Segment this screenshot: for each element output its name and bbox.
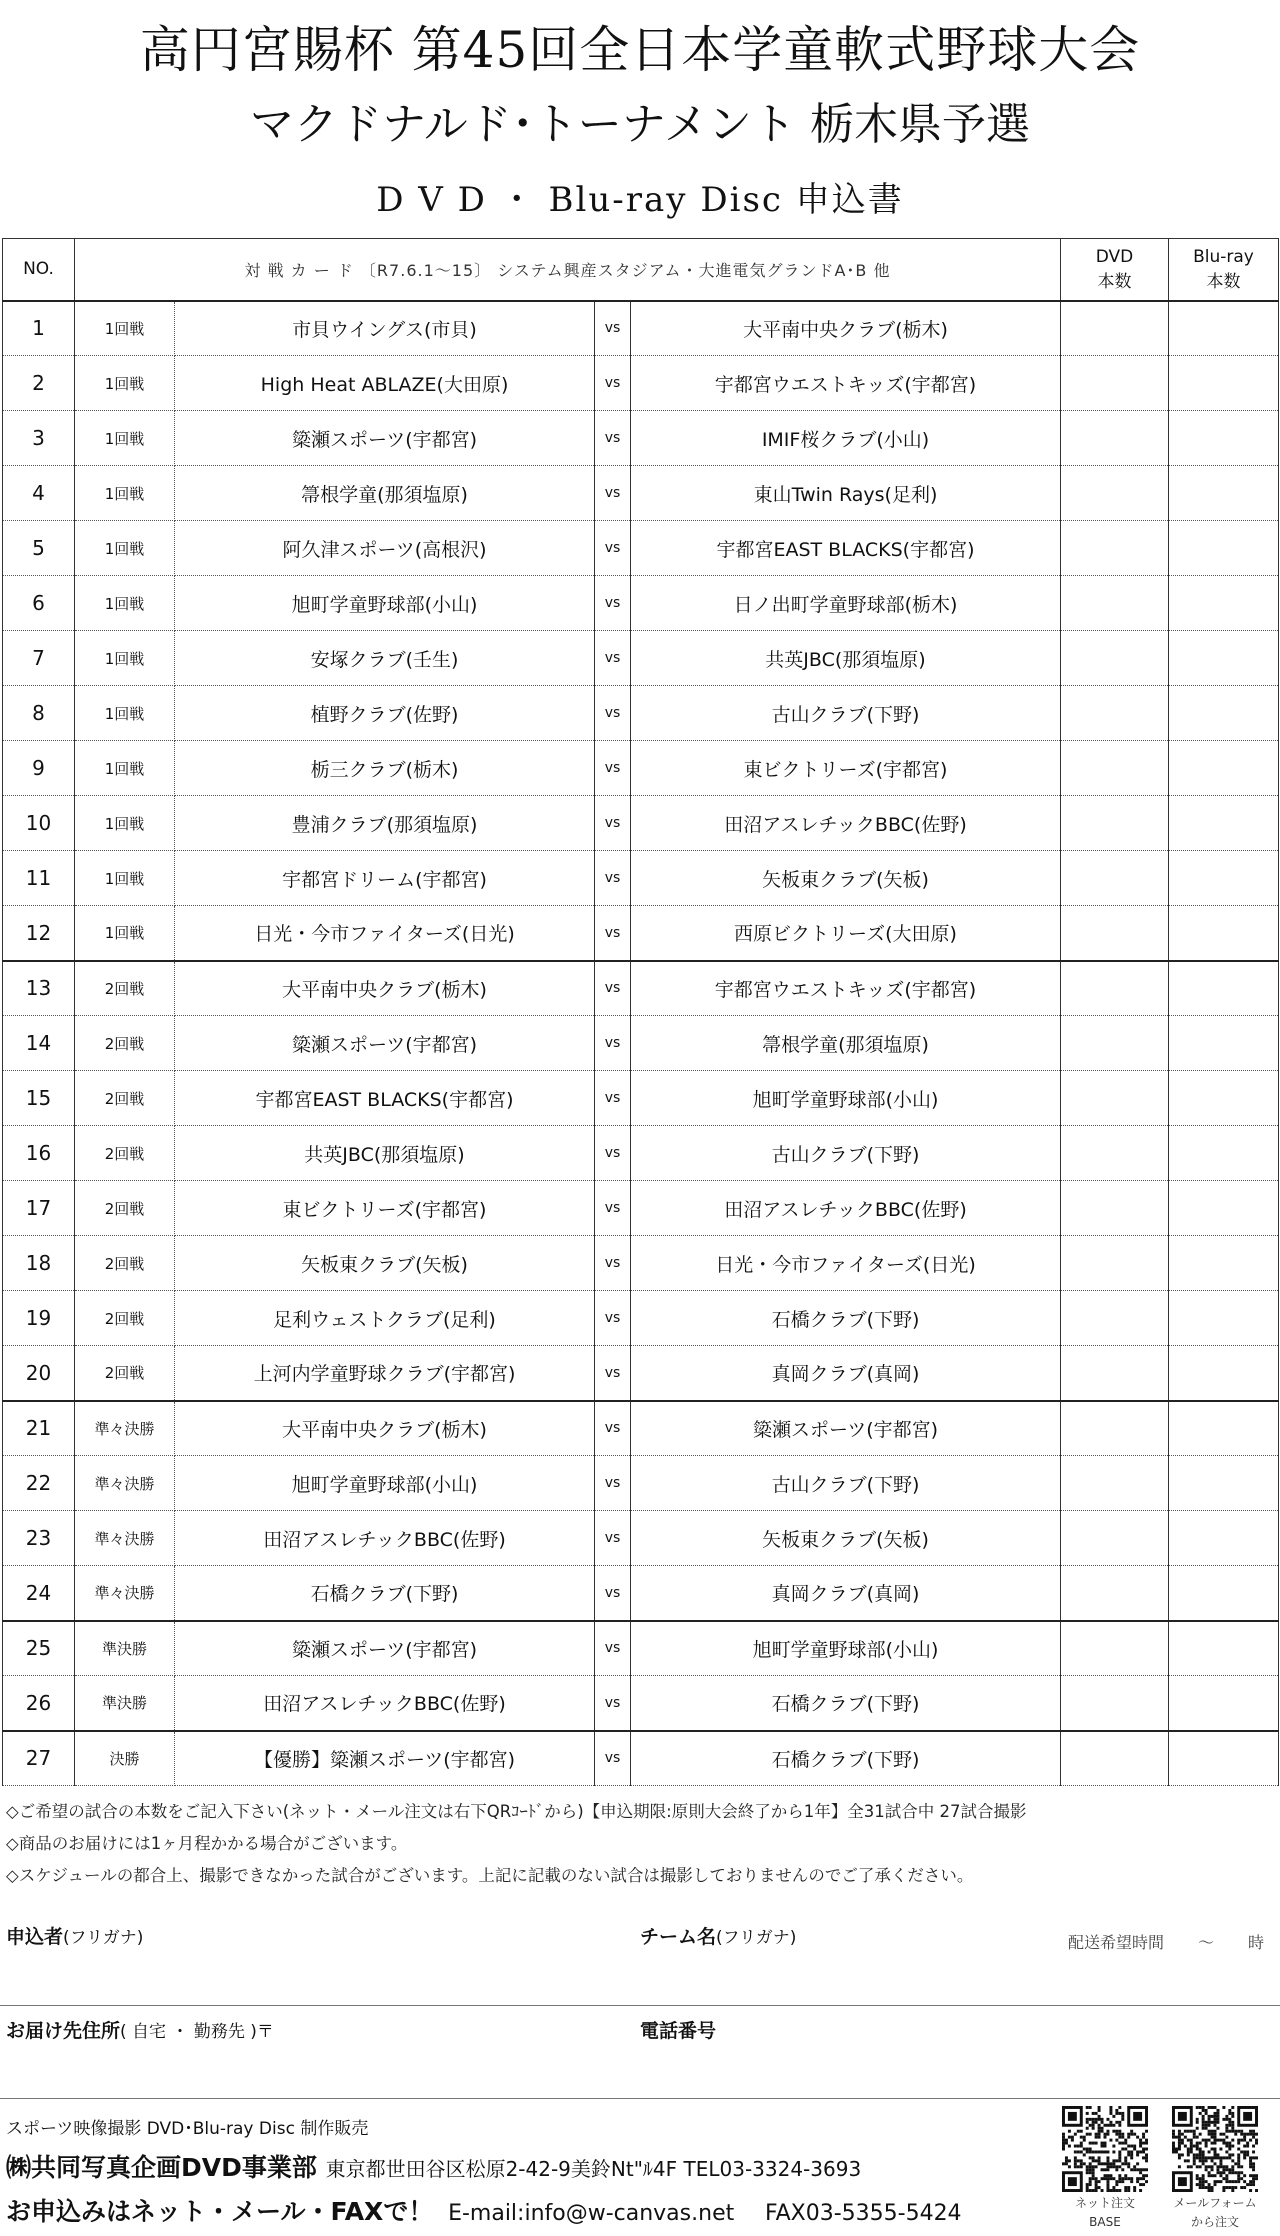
team-a: 大平南中央クラブ(栃木) — [175, 1401, 595, 1456]
page-title: 高円宮賜杯 第45回全日本学童軟式野球大会 — [139, 21, 1141, 79]
bluray-qty-input[interactable] — [1169, 1346, 1279, 1401]
match-no: 11 — [3, 851, 75, 906]
vs-label: vs — [595, 906, 631, 961]
team-b: 箒根学童(那須塩原) — [631, 1016, 1061, 1071]
match-no: 17 — [3, 1181, 75, 1236]
team-a: 市貝ウイングス(市貝) — [175, 301, 595, 356]
table-row — [3, 686, 1279, 741]
applicant-label: 申込者 — [6, 1926, 64, 1948]
team-b: 古山クラブ(下野) — [631, 686, 1061, 741]
dvd-qty-input[interactable] — [1061, 906, 1169, 961]
team-a: 栃三クラブ(栃木) — [175, 741, 595, 796]
team-a: 上河内学童野球クラブ(宇都宮) — [175, 1346, 595, 1401]
dvd-qty-input[interactable] — [1061, 1676, 1169, 1731]
vs-label: vs — [595, 686, 631, 741]
order-label: お申込みはネット・メール・FAXで！ — [6, 2197, 434, 2226]
bluray-qty-input[interactable] — [1169, 521, 1279, 576]
match-round: 決勝 — [75, 1731, 175, 1786]
team-b: 東山Twin Rays(足利) — [631, 466, 1061, 521]
delivery-time-sep: ～ — [1198, 1933, 1215, 1952]
delivery-time-label: 配送希望時間 — [1068, 1933, 1165, 1952]
vs-label: vs — [595, 1181, 631, 1236]
team-a: 石橋クラブ(下野) — [175, 1566, 595, 1621]
match-no: 1 — [3, 301, 75, 356]
note-1: ◇ご希望の試合の本数をご記入下さい(ネット・メール注文は右下QRｺｰﾄﾞから)【申込期限:原則大会終了から1年】全31試合中 27試合撮影 — [6, 1802, 1027, 1821]
dvd-qty-input[interactable] — [1061, 466, 1169, 521]
bluray-qty-input[interactable] — [1169, 1566, 1279, 1621]
match-round: 2回戦 — [75, 961, 175, 1016]
table-row — [3, 521, 1279, 576]
vs-label: vs — [595, 1401, 631, 1456]
table-row — [3, 1676, 1279, 1731]
vs-label: vs — [595, 851, 631, 906]
bluray-qty-input[interactable] — [1169, 906, 1279, 961]
match-no: 15 — [3, 1071, 75, 1126]
table-row — [3, 411, 1279, 466]
team-a: 田沼アスレチックBBC(佐野) — [175, 1676, 595, 1731]
page-subtitle: マクドナルド･トーナメント 栃木県予選 — [249, 99, 1031, 150]
vs-label: vs — [595, 411, 631, 466]
team-b: 古山クラブ(下野) — [631, 1126, 1061, 1181]
table-row — [3, 1401, 1279, 1456]
bluray-qty-input[interactable] — [1169, 301, 1279, 356]
match-no: 7 — [3, 631, 75, 686]
match-no: 19 — [3, 1291, 75, 1346]
address-field[interactable] — [6, 2016, 274, 2043]
phone-label: 電話番号 — [640, 2020, 717, 2042]
qr1-label — [1055, 2194, 1155, 2232]
table-row — [3, 631, 1279, 686]
vs-label: vs — [595, 1236, 631, 1291]
match-no: 8 — [3, 686, 75, 741]
table-row — [3, 1236, 1279, 1291]
team-name-field[interactable] — [640, 1922, 796, 1949]
bluray-qty-input[interactable] — [1169, 851, 1279, 906]
email-link[interactable]: E-mail:info@w-canvas.net — [448, 2201, 735, 2226]
table-row — [3, 1181, 1279, 1236]
bluray-qty-input[interactable] — [1169, 1621, 1279, 1676]
team-b: 真岡クラブ(真岡) — [631, 1566, 1061, 1621]
bluray-qty-input[interactable] — [1169, 1511, 1279, 1566]
team-a: 簗瀬スポーツ(宇都宮) — [175, 1016, 595, 1071]
vs-label: vs — [595, 1676, 631, 1731]
bluray-qty-input[interactable] — [1169, 796, 1279, 851]
match-round: 2回戦 — [75, 1181, 175, 1236]
vs-label: vs — [595, 356, 631, 411]
dvd-qty-input[interactable] — [1061, 356, 1169, 411]
team-b: 西原ビクトリーズ(大田原) — [631, 906, 1061, 961]
match-round: 1回戦 — [75, 796, 175, 851]
table-row — [3, 796, 1279, 851]
team-b: 矢板東クラブ(矢板) — [631, 851, 1061, 906]
dvd-qty-input[interactable] — [1061, 1181, 1169, 1236]
match-round: 1回戦 — [75, 521, 175, 576]
team-b: 真岡クラブ(真岡) — [631, 1346, 1061, 1401]
note-2: ◇商品のお届けには1ヶ月程かかる場合がございます。 — [6, 1834, 408, 1853]
match-no: 12 — [3, 906, 75, 961]
company-name: ㈱共同写真企画DVD事業部 — [6, 2153, 317, 2182]
phone-field[interactable] — [640, 2016, 716, 2043]
match-no: 25 — [3, 1621, 75, 1676]
match-round: 準々決勝 — [75, 1456, 175, 1511]
match-no: 2 — [3, 356, 75, 411]
match-round: 1回戦 — [75, 851, 175, 906]
match-round: 2回戦 — [75, 1016, 175, 1071]
vs-label: vs — [595, 301, 631, 356]
vs-label: vs — [595, 1621, 631, 1676]
match-no: 22 — [3, 1456, 75, 1511]
dvd-qty-input[interactable] — [1061, 1401, 1169, 1456]
match-no: 23 — [3, 1511, 75, 1566]
dvd-qty-input[interactable] — [1061, 576, 1169, 631]
team-a: 豊浦クラブ(那須塩原) — [175, 796, 595, 851]
dvd-qty-input[interactable] — [1061, 961, 1169, 1016]
team-a: High Heat ABLAZE(大田原) — [175, 356, 595, 411]
match-round: 準決勝 — [75, 1676, 175, 1731]
vs-label: vs — [595, 521, 631, 576]
team-b: 石橋クラブ(下野) — [631, 1291, 1061, 1346]
header-match-card: 対 戦 カ ー ド 〔R7.6.1～15〕 システム興産スタジアム・大進電気グランドA･B 他 — [75, 239, 1061, 301]
team-b: 旭町学童野球部(小山) — [631, 1621, 1061, 1676]
bluray-qty-input[interactable] — [1169, 1401, 1279, 1456]
bluray-qty-input[interactable] — [1169, 466, 1279, 521]
match-no: 16 — [3, 1126, 75, 1181]
table-row — [3, 1291, 1279, 1346]
footer-tagline: スポーツ映像撮影 DVD･Blu-ray Disc 制作販売 — [6, 2119, 369, 2139]
match-round: 1回戦 — [75, 411, 175, 466]
header-dvd-line2: 本数 — [1097, 271, 1132, 292]
match-no: 10 — [3, 796, 75, 851]
bluray-qty-input[interactable] — [1169, 1236, 1279, 1291]
match-no: 24 — [3, 1566, 75, 1621]
table-row — [3, 1126, 1279, 1181]
header-bluray — [1169, 239, 1279, 301]
match-rows — [3, 301, 1279, 1786]
qr2-label — [1165, 2194, 1265, 2232]
team-a: 共英JBC(那須塩原) — [175, 1126, 595, 1181]
match-round: 2回戦 — [75, 1071, 175, 1126]
delivery-time-unit: 時 — [1248, 1933, 1265, 1952]
table-row — [3, 576, 1279, 631]
match-round: 1回戦 — [75, 741, 175, 796]
bluray-qty-input[interactable] — [1169, 1731, 1279, 1786]
team-a: 旭町学童野球部(小山) — [175, 576, 595, 631]
team-a: 矢板東クラブ(矢板) — [175, 1236, 595, 1291]
dvd-qty-input[interactable] — [1061, 1291, 1169, 1346]
team-a: 旭町学童野球部(小山) — [175, 1456, 595, 1511]
header-no: NO. — [3, 239, 75, 301]
bluray-qty-input[interactable] — [1169, 356, 1279, 411]
match-no: 18 — [3, 1236, 75, 1291]
match-no: 5 — [3, 521, 75, 576]
bluray-qty-input[interactable] — [1169, 1676, 1279, 1731]
match-round: 準々決勝 — [75, 1511, 175, 1566]
match-no: 3 — [3, 411, 75, 466]
header-bluray-line2: 本数 — [1206, 271, 1241, 292]
header-dvd-line1: DVD — [1095, 246, 1134, 267]
team-b: 田沼アスレチックBBC(佐野) — [631, 1181, 1061, 1236]
match-round: 2回戦 — [75, 1236, 175, 1291]
dvd-qty-input[interactable] — [1061, 1456, 1169, 1511]
match-round: 準々決勝 — [75, 1566, 175, 1621]
team-b: 共英JBC(那須塩原) — [631, 631, 1061, 686]
table-row — [3, 741, 1279, 796]
match-round: 準決勝 — [75, 1621, 175, 1676]
note-3: ◇スケジュールの都合上、撮影できなかった試合がございます。上記に記載のない試合は撮影しておりませんのでご了承ください。 — [6, 1866, 974, 1885]
team-a: 日光・今市ファイターズ(日光) — [175, 906, 595, 961]
match-round: 2回戦 — [75, 1126, 175, 1181]
match-round: 1回戦 — [75, 906, 175, 961]
table-row — [3, 301, 1279, 356]
team-a: 安塚クラブ(壬生) — [175, 631, 595, 686]
fax-number: FAX03-5355-5424 — [764, 2201, 962, 2226]
footer-company — [6, 2148, 861, 2184]
team-a: 田沼アスレチックBBC(佐野) — [175, 1511, 595, 1566]
vs-label: vs — [595, 1346, 631, 1401]
team-sub: (フリガナ) — [716, 1928, 797, 1948]
match-no: 9 — [3, 741, 75, 796]
table-row — [3, 1566, 1279, 1621]
team-b: 宇都宮EAST BLACKS(宇都宮) — [631, 521, 1061, 576]
divider — [0, 2098, 1280, 2099]
match-no: 6 — [3, 576, 75, 631]
divider — [0, 2005, 1280, 2006]
qr2-label-line2: から注文 — [1190, 2215, 1239, 2229]
vs-label: vs — [595, 1291, 631, 1346]
team-b: 宇都宮ウエストキッズ(宇都宮) — [631, 961, 1061, 1016]
vs-label: vs — [595, 741, 631, 796]
address-sub: ( 自宅 ・ 勤務先 )〒 — [120, 2022, 274, 2042]
notes — [6, 1796, 1278, 1892]
match-round: 1回戦 — [75, 686, 175, 741]
team-a: 【優勝】簗瀬スポーツ(宇都宮) — [175, 1731, 595, 1786]
match-round: 1回戦 — [75, 301, 175, 356]
bluray-qty-input[interactable] — [1169, 1126, 1279, 1181]
dvd-qty-input[interactable] — [1061, 1511, 1169, 1566]
team-b: 旭町学童野球部(小山) — [631, 1071, 1061, 1126]
qr1-label-line1: ネット注文 — [1074, 2196, 1135, 2210]
form-title: D V D ・ Blu-ray Disc 申込書 — [376, 180, 904, 220]
applicant-field[interactable] — [6, 1922, 143, 1949]
team-label: チーム名 — [640, 1926, 717, 1948]
table-row — [3, 1346, 1279, 1401]
vs-label: vs — [595, 1126, 631, 1181]
dvd-qty-input[interactable] — [1061, 1071, 1169, 1126]
applicant-sub: (フリガナ) — [63, 1928, 144, 1948]
match-no: 13 — [3, 961, 75, 1016]
team-a: 簗瀬スポーツ(宇都宮) — [175, 1621, 595, 1676]
header-dvd — [1061, 239, 1169, 301]
bluray-qty-input[interactable] — [1169, 631, 1279, 686]
match-no: 20 — [3, 1346, 75, 1401]
bluray-qty-input[interactable] — [1169, 686, 1279, 741]
team-b: 古山クラブ(下野) — [631, 1456, 1061, 1511]
team-a: 足利ウェストクラブ(足利) — [175, 1291, 595, 1346]
table-row — [3, 906, 1279, 961]
bluray-qty-input[interactable] — [1169, 741, 1279, 796]
dvd-qty-input[interactable] — [1061, 1236, 1169, 1291]
vs-label: vs — [595, 796, 631, 851]
team-a: 宇都宮ドリーム(宇都宮) — [175, 851, 595, 906]
match-no: 26 — [3, 1676, 75, 1731]
team-b: IMIF桜クラブ(小山) — [631, 411, 1061, 466]
qr-code-icon[interactable] — [1172, 2106, 1258, 2192]
vs-label: vs — [595, 961, 631, 1016]
table-row — [3, 1511, 1279, 1566]
dvd-qty-input[interactable] — [1061, 1126, 1169, 1181]
vs-label: vs — [595, 1071, 631, 1126]
team-b: 簗瀬スポーツ(宇都宮) — [631, 1401, 1061, 1456]
dvd-qty-input[interactable] — [1061, 521, 1169, 576]
vs-label: vs — [595, 1566, 631, 1621]
dvd-qty-input[interactable] — [1061, 796, 1169, 851]
bluray-qty-input[interactable] — [1169, 1181, 1279, 1236]
team-a: 東ビクトリーズ(宇都宮) — [175, 1181, 595, 1236]
bluray-qty-input[interactable] — [1169, 1456, 1279, 1511]
vs-label: vs — [595, 631, 631, 686]
vs-label: vs — [595, 1016, 631, 1071]
dvd-qty-input[interactable] — [1061, 411, 1169, 466]
table-row — [3, 961, 1279, 1016]
table-row — [3, 356, 1279, 411]
bluray-qty-input[interactable] — [1169, 1071, 1279, 1126]
table-header-row — [3, 239, 1279, 301]
match-round: 2回戦 — [75, 1346, 175, 1401]
team-b: 田沼アスレチックBBC(佐野) — [631, 796, 1061, 851]
team-a: 宇都宮EAST BLACKS(宇都宮) — [175, 1071, 595, 1126]
qr1-label-line2: BASE — [1089, 2215, 1121, 2229]
table-row — [3, 466, 1279, 521]
team-a: 箒根学童(那須塩原) — [175, 466, 595, 521]
team-b: 石橋クラブ(下野) — [631, 1731, 1061, 1786]
dvd-qty-input[interactable] — [1061, 301, 1169, 356]
bluray-qty-input[interactable] — [1169, 1291, 1279, 1346]
team-a: 植野クラブ(佐野) — [175, 686, 595, 741]
bluray-qty-input[interactable] — [1169, 961, 1279, 1016]
vs-label: vs — [595, 576, 631, 631]
address-label: お届け先住所 — [6, 2020, 121, 2042]
table-row — [3, 1456, 1279, 1511]
team-a: 阿久津スポーツ(高根沢) — [175, 521, 595, 576]
team-b: 日光・今市ファイターズ(日光) — [631, 1236, 1061, 1291]
team-b: 石橋クラブ(下野) — [631, 1676, 1061, 1731]
vs-label: vs — [595, 1511, 631, 1566]
table-row — [3, 1071, 1279, 1126]
match-round: 準々決勝 — [75, 1401, 175, 1456]
vs-label: vs — [595, 1456, 631, 1511]
match-round: 1回戦 — [75, 631, 175, 686]
qr-code-icon[interactable] — [1062, 2106, 1148, 2192]
match-no: 14 — [3, 1016, 75, 1071]
match-no: 4 — [3, 466, 75, 521]
match-round: 2回戦 — [75, 1291, 175, 1346]
dvd-qty-input[interactable] — [1061, 1566, 1169, 1621]
delivery-time-field[interactable] — [1068, 1930, 1264, 1953]
header-bluray-line1: Blu-ray — [1193, 246, 1254, 267]
table-row — [3, 1016, 1279, 1071]
match-round: 1回戦 — [75, 356, 175, 411]
team-b: 大平南中央クラブ(栃木) — [631, 301, 1061, 356]
bluray-qty-input[interactable] — [1169, 1016, 1279, 1071]
dvd-qty-input[interactable] — [1061, 741, 1169, 796]
team-b: 矢板東クラブ(矢板) — [631, 1511, 1061, 1566]
bluray-qty-input[interactable] — [1169, 411, 1279, 466]
dvd-qty-input[interactable] — [1061, 1016, 1169, 1071]
team-b: 日ノ出町学童野球部(栃木) — [631, 576, 1061, 631]
match-round: 1回戦 — [75, 576, 175, 631]
team-a: 大平南中央クラブ(栃木) — [175, 961, 595, 1016]
dvd-qty-input[interactable] — [1061, 686, 1169, 741]
vs-label: vs — [595, 1731, 631, 1786]
team-b: 東ビクトリーズ(宇都宮) — [631, 741, 1061, 796]
table-row — [3, 1731, 1279, 1786]
dvd-qty-input[interactable] — [1061, 1621, 1169, 1676]
dvd-qty-input[interactable] — [1061, 1346, 1169, 1401]
bluray-qty-input[interactable] — [1169, 576, 1279, 631]
match-no: 27 — [3, 1731, 75, 1786]
vs-label: vs — [595, 466, 631, 521]
dvd-qty-input[interactable] — [1061, 1731, 1169, 1786]
match-table — [2, 238, 1279, 1786]
table-row — [3, 1621, 1279, 1676]
footer-order — [6, 2192, 962, 2228]
dvd-qty-input[interactable] — [1061, 631, 1169, 686]
team-a: 簗瀬スポーツ(宇都宮) — [175, 411, 595, 466]
dvd-qty-input[interactable] — [1061, 851, 1169, 906]
company-address: 東京都世田谷区松原2-42-9美鈴Nt"ﾙ4F TEL03-3324-3693 — [325, 2157, 862, 2181]
match-no: 21 — [3, 1401, 75, 1456]
qr2-label-line1: メールフォーム — [1173, 2196, 1257, 2210]
team-b: 宇都宮ウエストキッズ(宇都宮) — [631, 356, 1061, 411]
table-row — [3, 851, 1279, 906]
match-round: 1回戦 — [75, 466, 175, 521]
